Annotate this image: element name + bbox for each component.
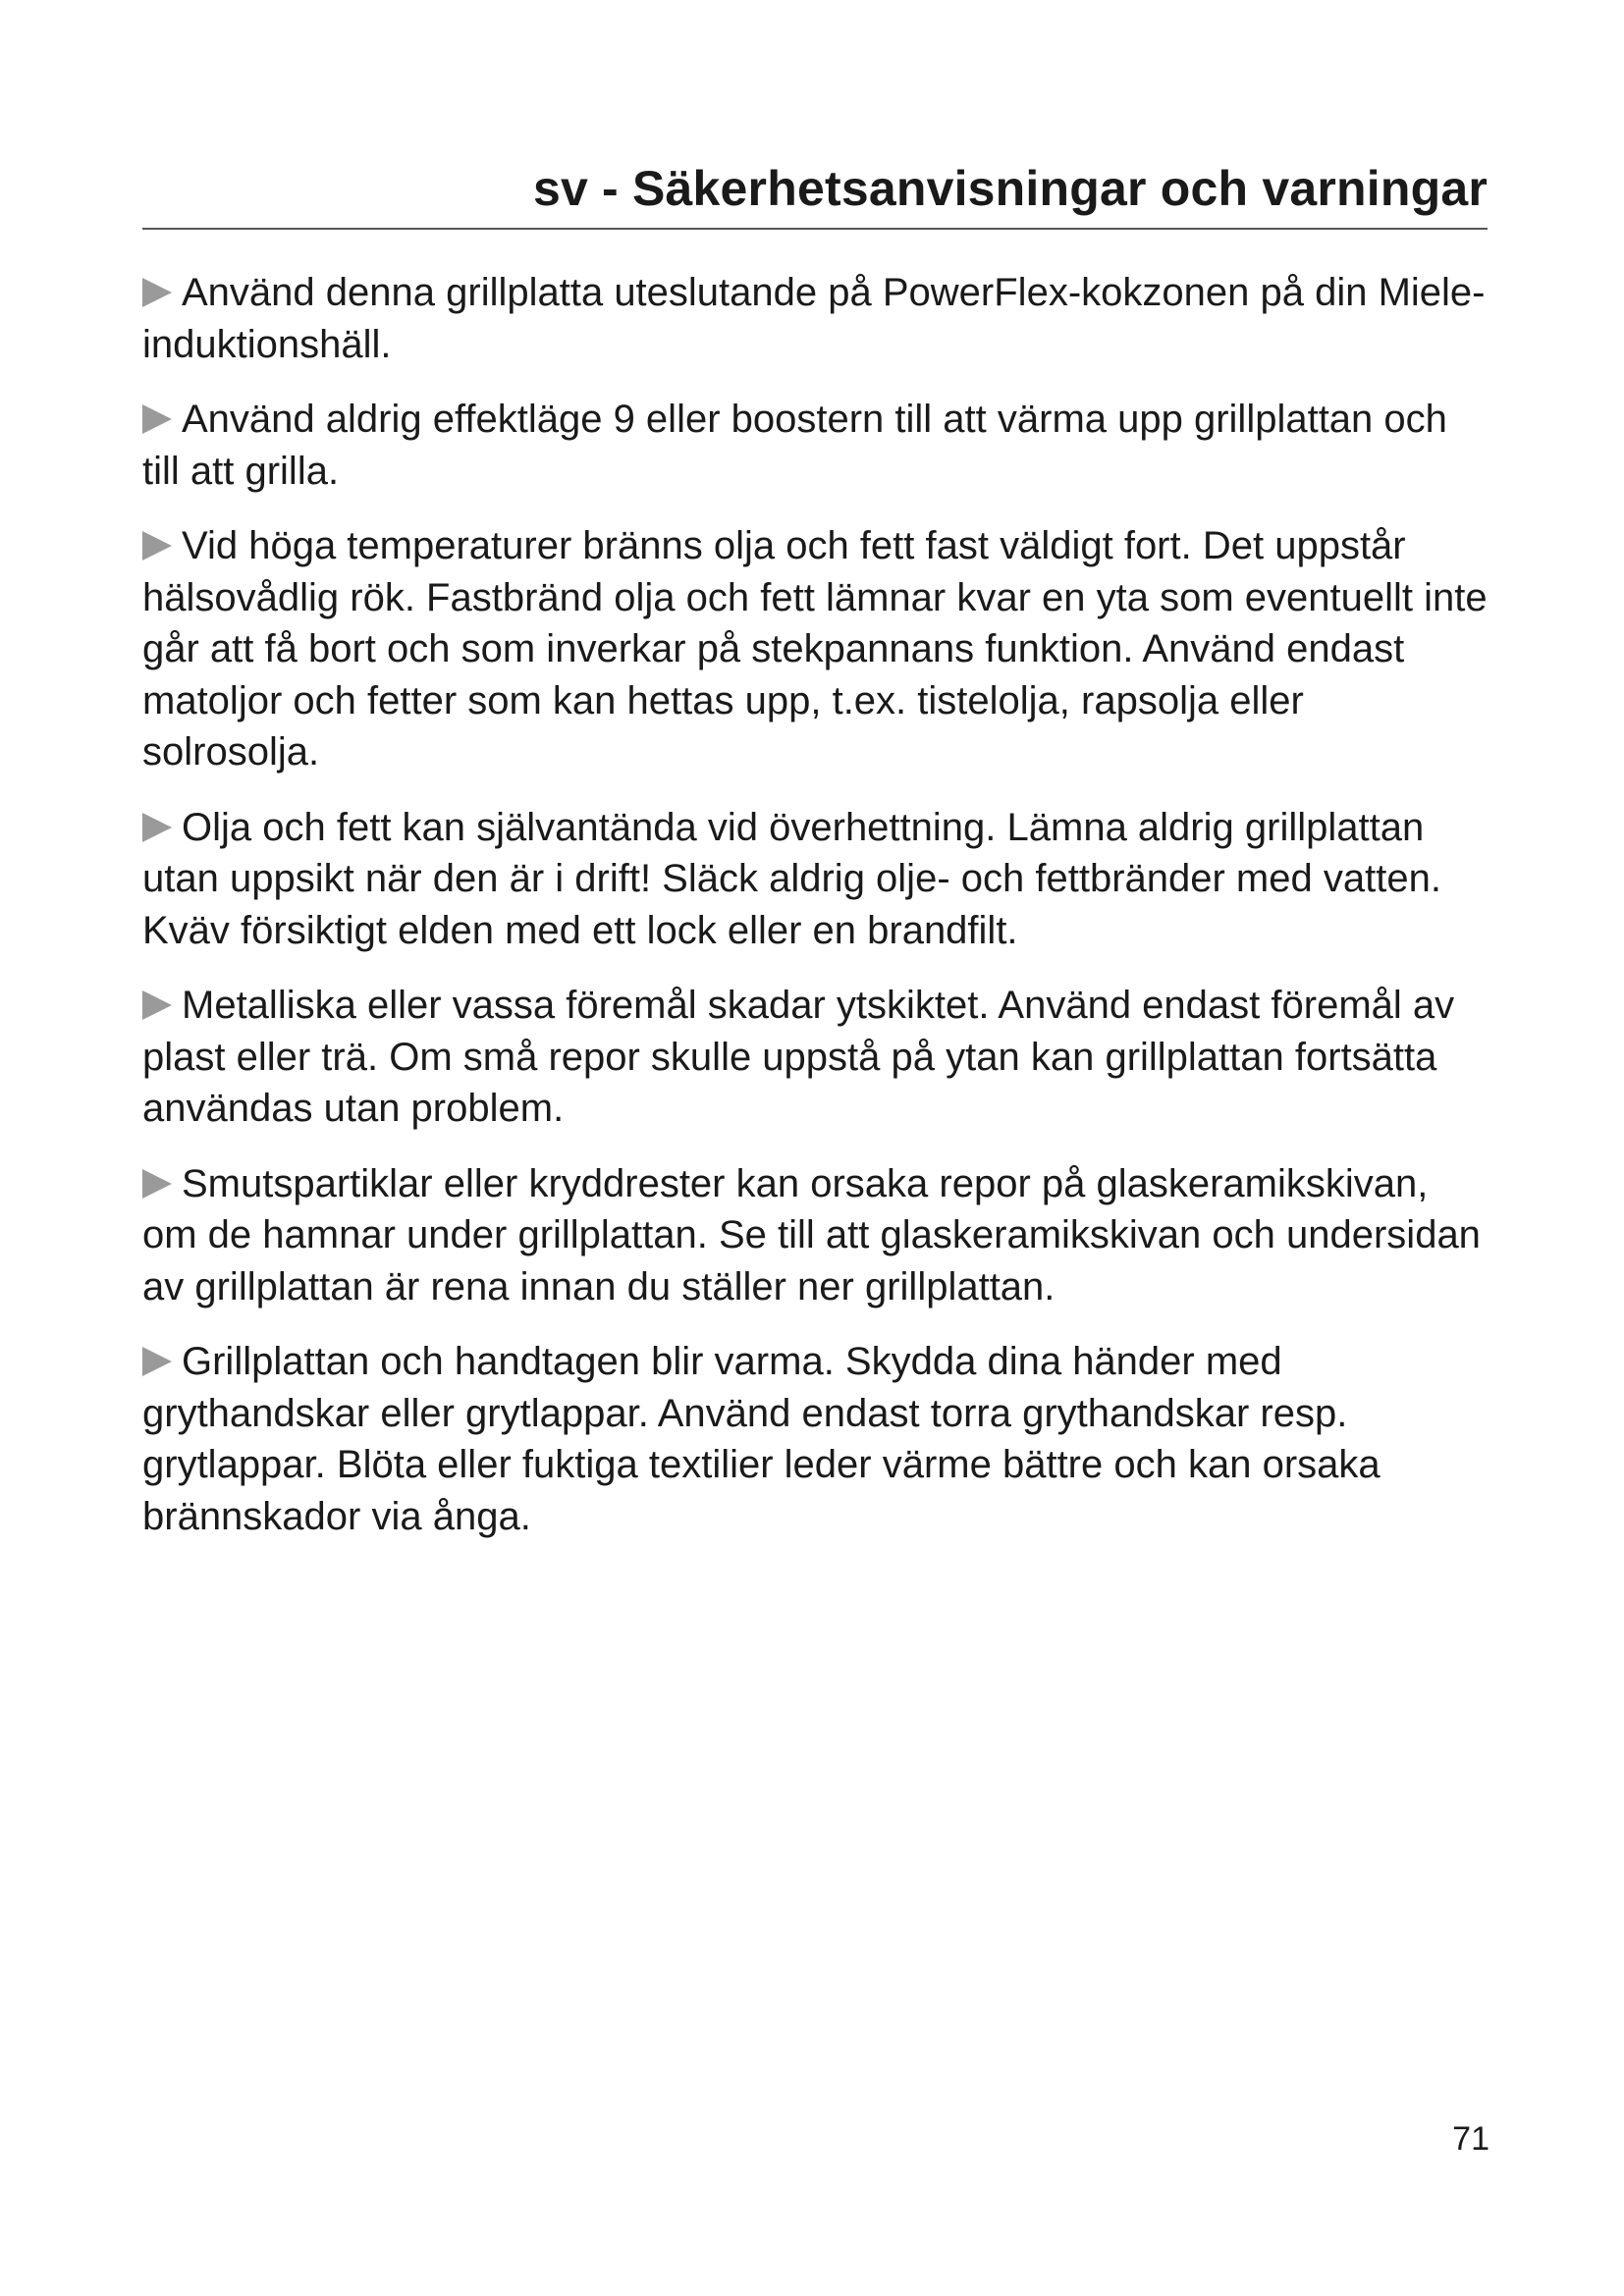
warning-text: Grillplattan och handtagen blir varma. Skydda dina händer med grythandskar eller grytlappar. Använd endast torra grythandskar resp. grytlappar. Blöta eller fuktiga textilier leder värme bättre och kan orsaka brännskador via ånga. <box>142 1340 1380 1538</box>
triangle-right-icon <box>142 1169 172 1199</box>
triangle-right-icon <box>142 990 172 1020</box>
triangle-right-icon <box>142 531 172 561</box>
warning-text: Olja och fett kan självantända vid överhettning. Lämna aldrig grillplattan utan uppsikt när den är i drift! Släck aldrig olje- och fettbränder med vatten. Kväv försiktigt elden med ett lock eller en brandfilt. <box>142 805 1441 952</box>
warning-text: Använd denna grillplatta uteslutande på PowerFlex-kokzonen på din Miele-induktionshäll. <box>142 271 1486 366</box>
page-title: sv - Säkerhetsanvisningar och varningar <box>532 161 1488 216</box>
warning-item <box>142 394 1488 497</box>
warning-text: Smutspartiklar eller kryddrester kan orsaka repor på glaskeramikskivan, om de hamnar under grillplattan. Se till att glaskeramikskivan och undersidan av grillplattan är rena innan du ställer ner grillplattan. <box>142 1161 1481 1308</box>
warning-text: Vid höga temperaturer bränns olja och fett fast väldigt fort. Det uppstår hälsovådlig rök. Fastbränd olja och fett lämnar kvar en yta som eventuellt inte går att få bort och som inverkar på stekpannans funktion. Använd endast matoljor och fetter som kan hettas upp, t.ex. tistelolja, rapsolja eller solrosolja. <box>142 524 1488 774</box>
warning-item <box>142 1158 1488 1313</box>
warning-item <box>142 802 1488 957</box>
page-header <box>142 147 1488 230</box>
triangle-right-icon <box>142 404 172 434</box>
warning-item <box>142 267 1488 370</box>
triangle-right-icon <box>142 1347 172 1376</box>
warning-item <box>142 1336 1488 1542</box>
page-number: 71 <box>1452 2120 1489 2158</box>
warning-text: Metalliska eller vassa föremål skadar ytskiktet. Använd endast föremål av plast eller trä. Om små repor skulle uppstå på ytan kan grillplattan fortsätta användas utan problem. <box>142 984 1455 1130</box>
warning-text: Använd aldrig effektläge 9 eller boostern till att värma upp grillplattan och till att grilla. <box>142 398 1447 493</box>
warning-item <box>142 520 1488 778</box>
warning-list <box>142 267 1488 1566</box>
triangle-right-icon <box>142 813 172 842</box>
triangle-right-icon <box>142 278 172 307</box>
warning-item <box>142 980 1488 1135</box>
